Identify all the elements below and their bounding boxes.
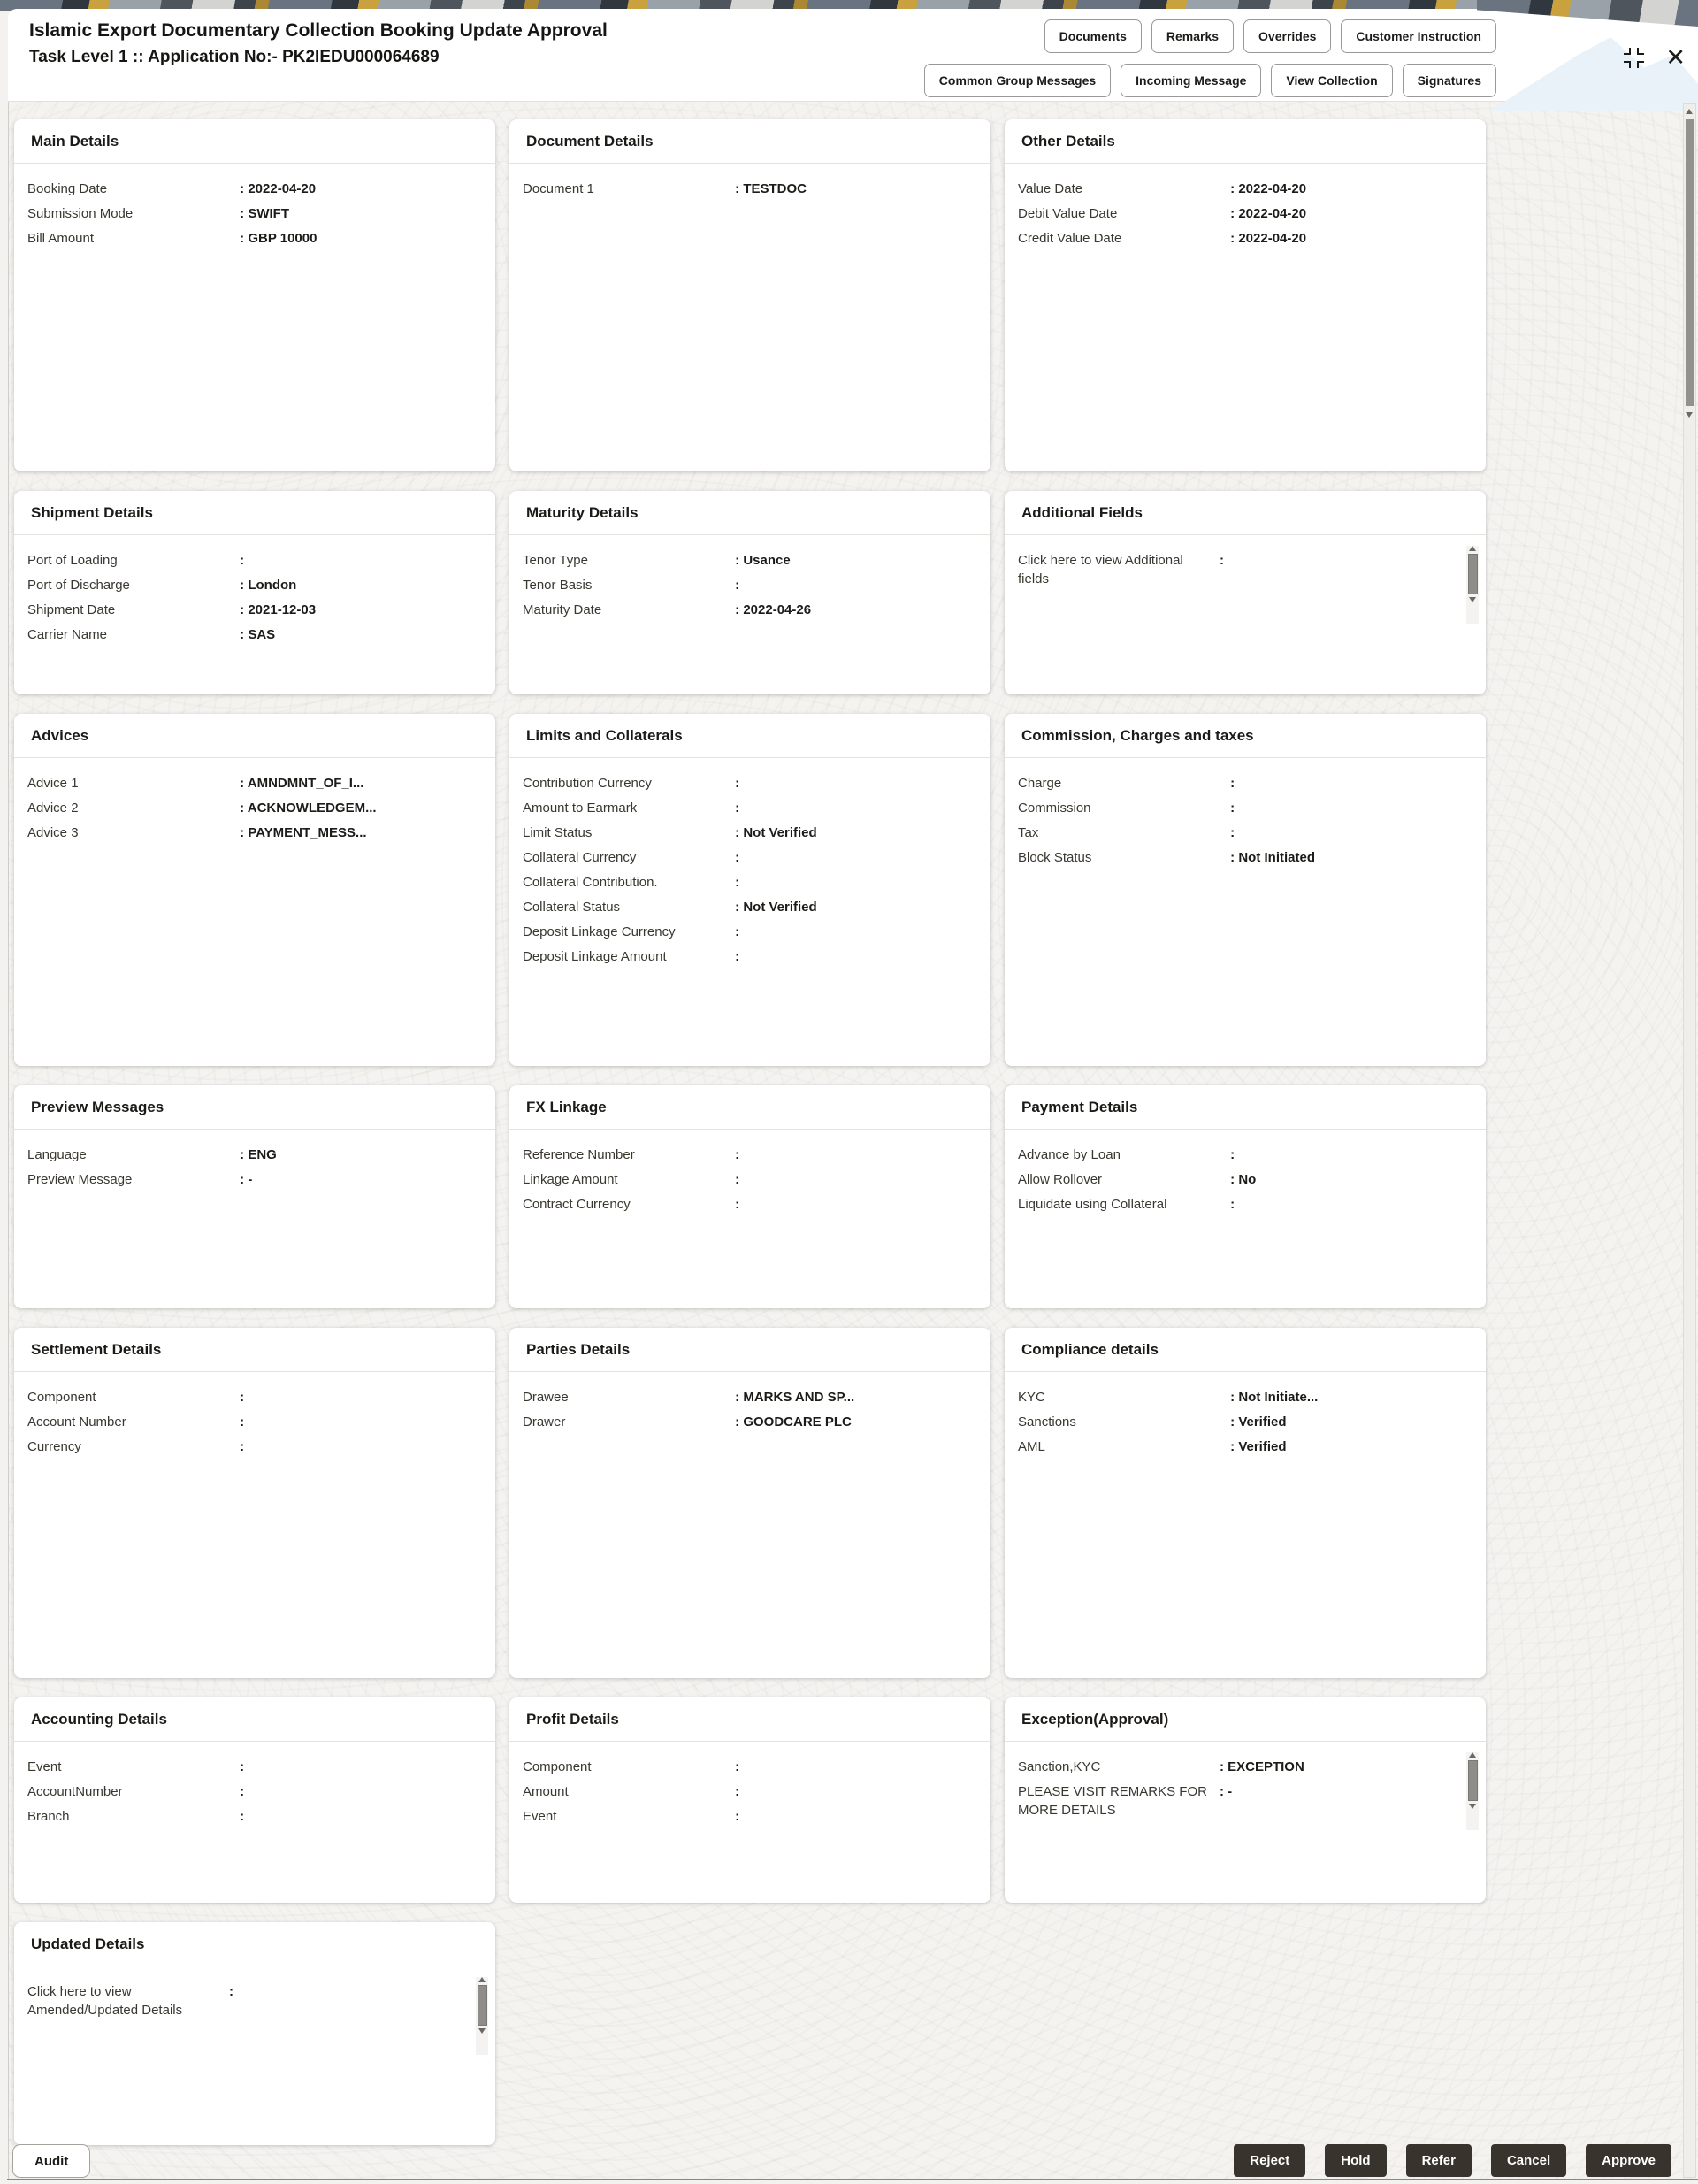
card-body	[509, 1742, 990, 1841]
field-row	[1018, 820, 1470, 845]
field-label: Allow Rollover	[1018, 1171, 1103, 1187]
task-header	[8, 9, 1698, 102]
field-row	[1018, 1409, 1470, 1434]
signatures-button[interactable]: Signatures	[1403, 64, 1496, 97]
field-row	[1018, 201, 1470, 226]
field-value	[240, 1758, 479, 1776]
field-value	[240, 551, 479, 570]
field-label: Currency	[27, 1438, 81, 1454]
field-value	[735, 947, 975, 966]
field-row	[523, 572, 975, 597]
field-value	[1220, 551, 1447, 570]
field-row	[27, 1754, 479, 1779]
card-title: Main Details	[14, 119, 495, 164]
field-value	[240, 1413, 479, 1431]
field-row	[1018, 548, 1447, 591]
field-row	[27, 1434, 479, 1459]
field-row	[1018, 795, 1470, 820]
field-value	[240, 1388, 479, 1406]
field-row	[1018, 1167, 1470, 1192]
scroll-down-icon[interactable]	[1469, 597, 1476, 602]
field-row	[27, 548, 479, 572]
field-value	[240, 1782, 479, 1801]
cancel-button[interactable]: Cancel	[1491, 2144, 1566, 2177]
card-scrollbar[interactable]	[1466, 1752, 1479, 1830]
card-body	[14, 758, 495, 857]
card-body	[14, 1130, 495, 1204]
field-label: Preview Message	[27, 1171, 133, 1187]
field-label: Advice 3	[27, 824, 79, 840]
field-label: Credit Value Date	[1018, 230, 1122, 246]
card-title: Document Details	[509, 119, 990, 164]
field-label: Advice 2	[27, 800, 79, 816]
field-value: : EXCEPTION	[1220, 1758, 1447, 1776]
card-title: Additional Fields	[1005, 491, 1486, 535]
field-value: : Verified	[1230, 1413, 1470, 1431]
field-row	[1018, 1434, 1470, 1459]
card-body	[509, 1130, 990, 1229]
field-value: : -	[240, 1170, 479, 1189]
card-body	[509, 1372, 990, 1446]
field-label: Limit Status	[523, 824, 593, 840]
cards-grid	[14, 119, 1486, 2145]
card-scrollbar[interactable]	[1466, 546, 1479, 624]
field-label: Tax	[1018, 824, 1039, 840]
field-row	[27, 597, 479, 622]
card-title: Commission, Charges and taxes	[1005, 714, 1486, 758]
remarks-button[interactable]: Remarks	[1151, 19, 1234, 53]
field-value: : -	[1220, 1782, 1447, 1801]
field-label: Submission Mode	[27, 205, 134, 221]
field-value: : MARKS AND SP...	[735, 1388, 975, 1406]
field-value	[240, 1437, 479, 1456]
scroll-down-icon[interactable]	[478, 2028, 486, 2034]
card-body	[1005, 758, 1486, 882]
card-body	[1005, 535, 1486, 603]
card-title: Compliance details	[1005, 1328, 1486, 1372]
audit-button[interactable]: Audit	[12, 2144, 90, 2178]
field-label: PLEASE VISIT REMARKS FOR MORE DETAILS	[1018, 1783, 1207, 1818]
scroll-down-icon[interactable]	[1469, 1804, 1476, 1809]
field-value: : 2022-04-26	[735, 601, 975, 619]
field-row	[523, 176, 975, 201]
field-label: AccountNumber	[27, 1783, 123, 1799]
card-limits-and-collaterals	[509, 714, 990, 1066]
field-row	[523, 944, 975, 969]
field-label: Tenor Type	[523, 552, 588, 568]
field-label: Account Number	[27, 1414, 126, 1429]
field-row	[1018, 1192, 1470, 1216]
card-body	[1005, 1742, 1486, 1835]
card-title: Profit Details	[509, 1697, 990, 1742]
card-title: Preview Messages	[14, 1085, 495, 1130]
field-label: Event	[523, 1808, 557, 1824]
field-label: Language	[27, 1146, 87, 1162]
field-value	[1230, 774, 1470, 793]
field-label: Drawee	[523, 1389, 569, 1405]
scroll-up-icon[interactable]	[1686, 109, 1693, 114]
card-payment-details	[1005, 1085, 1486, 1308]
field-label: Reference Number	[523, 1146, 635, 1162]
field-label: Amount to Earmark	[523, 800, 638, 816]
refer-button[interactable]: Refer	[1406, 2144, 1472, 2177]
field-value	[735, 1782, 975, 1801]
approve-button[interactable]: Approve	[1586, 2144, 1671, 2177]
scroll-thumb[interactable]	[1686, 119, 1694, 406]
card-title: FX Linkage	[509, 1085, 990, 1130]
field-value: : Verified	[1230, 1437, 1470, 1456]
field-value: : London	[240, 576, 479, 594]
footer-actions	[1234, 2144, 1671, 2177]
card-shipment-details	[14, 491, 495, 694]
field-row	[1018, 176, 1470, 201]
incoming-message-button[interactable]: Incoming Message	[1121, 64, 1261, 97]
field-label: Collateral Status	[523, 899, 621, 915]
field-label: Maturity Date	[523, 602, 602, 617]
field-value	[735, 774, 975, 793]
field-value: : 2021-12-03	[240, 601, 479, 619]
field-label: Contribution Currency	[523, 775, 652, 791]
field-value: : PAYMENT_MESS...	[240, 824, 479, 842]
customer-instruction-button[interactable]: Customer Instruction	[1341, 19, 1496, 53]
field-value	[240, 1807, 479, 1826]
field-label: Advance by Loan	[1018, 1146, 1121, 1162]
field-value: : SAS	[240, 625, 479, 644]
card-title: Settlement Details	[14, 1328, 495, 1372]
card-document-details	[509, 119, 990, 471]
field-row	[27, 1779, 479, 1804]
card-body	[1005, 164, 1486, 263]
field-row	[27, 622, 479, 647]
collapse-icon[interactable]	[1624, 48, 1644, 68]
card-body	[509, 758, 990, 981]
card-settlement-details	[14, 1328, 495, 1678]
scroll-down-icon[interactable]	[1686, 412, 1693, 418]
field-value	[1230, 1146, 1470, 1164]
field-label: Value Date	[1018, 180, 1083, 196]
card-title: Shipment Details	[14, 491, 495, 535]
field-row	[523, 820, 975, 845]
card-title: Limits and Collaterals	[509, 714, 990, 758]
field-label: Linkage Amount	[523, 1171, 618, 1187]
field-row	[1018, 1779, 1447, 1822]
field-value	[735, 923, 975, 941]
field-row	[27, 820, 479, 845]
field-value: : AMNDMNT_OF_I...	[240, 774, 479, 793]
field-value	[735, 1195, 975, 1214]
card-compliance-details	[1005, 1328, 1486, 1678]
field-row	[523, 597, 975, 622]
card-body	[1005, 1130, 1486, 1229]
card-body	[14, 1966, 495, 2035]
field-row	[1018, 845, 1470, 870]
field-row	[523, 1779, 975, 1804]
field-label: Component	[523, 1759, 592, 1774]
scroll-thumb[interactable]	[1468, 554, 1478, 594]
field-row	[523, 1409, 975, 1434]
field-label: Document 1	[523, 180, 594, 196]
scroll-thumb[interactable]	[1468, 1760, 1478, 1801]
task-subtitle: Task Level 1 :: Application No:- PK2IEDU000064689	[29, 48, 440, 66]
field-value	[735, 848, 975, 867]
field-label: Liquidate using Collateral	[1018, 1196, 1167, 1212]
field-value: : GOODCARE PLC	[735, 1413, 975, 1431]
field-row	[1018, 1754, 1447, 1779]
field-row	[27, 1142, 479, 1167]
common-group-messages-button[interactable]: Common Group Messages	[924, 64, 1111, 97]
field-row	[523, 770, 975, 795]
card-scrollbar[interactable]	[476, 1977, 488, 2055]
field-row	[1018, 770, 1470, 795]
field-row	[523, 1804, 975, 1828]
field-label: Block Status	[1018, 849, 1092, 865]
field-row	[523, 1754, 975, 1779]
field-value: : Usance	[735, 551, 975, 570]
field-value: : SWIFT	[240, 204, 479, 223]
field-value	[735, 799, 975, 817]
field-value: : No	[1230, 1170, 1470, 1189]
field-value: : 2022-04-20	[1230, 204, 1470, 223]
scroll-thumb[interactable]	[478, 1985, 487, 2026]
field-row	[523, 795, 975, 820]
field-label: Amount	[523, 1783, 569, 1799]
card-body	[1005, 1372, 1486, 1471]
field-label: Debit Value Date	[1018, 205, 1118, 221]
field-value: : Not Verified	[735, 898, 975, 916]
field-value	[1230, 824, 1470, 842]
field-label: Sanction,KYC	[1018, 1759, 1101, 1774]
card-title: Payment Details	[1005, 1085, 1486, 1130]
field-value: : Not Verified	[735, 824, 975, 842]
field-label: Port of Loading	[27, 552, 118, 568]
field-value	[735, 873, 975, 892]
panel-bottom-border	[7, 2179, 1698, 2180]
field-label: Carrier Name	[27, 626, 108, 642]
card-accounting-details	[14, 1697, 495, 1903]
field-row	[523, 870, 975, 894]
field-row	[523, 894, 975, 919]
field-row	[523, 1142, 975, 1167]
field-label: Port of Discharge	[27, 577, 130, 593]
field-label: Deposit Linkage Amount	[523, 948, 667, 964]
card-title: Accounting Details	[14, 1697, 495, 1742]
field-row	[27, 176, 479, 201]
reject-button[interactable]: Reject	[1234, 2144, 1305, 2177]
window-controls	[1624, 44, 1686, 71]
field-value: : ACKNOWLEDGEM...	[240, 799, 479, 817]
field-value: : Not Initiate...	[1230, 1388, 1470, 1406]
field-value: : GBP 10000	[240, 229, 479, 248]
card-body	[509, 535, 990, 634]
card-exception-approval	[1005, 1697, 1486, 1903]
field-value	[735, 1170, 975, 1189]
field-label[interactable]: Click here to view Additional fields	[1018, 552, 1183, 586]
card-commission-charges-and-taxes	[1005, 714, 1486, 1066]
field-value	[735, 576, 975, 594]
field-label: Branch	[27, 1808, 70, 1824]
field-label: KYC	[1018, 1389, 1045, 1405]
field-label: Commission	[1018, 800, 1091, 816]
card-parties-details	[509, 1328, 990, 1678]
field-row	[27, 1409, 479, 1434]
card-updated-details	[14, 1922, 495, 2145]
page-title: Islamic Export Documentary Collection Booking Update Approval	[29, 20, 608, 41]
field-row	[27, 1384, 479, 1409]
page-scrollbar[interactable]	[1683, 103, 1696, 2178]
field-row	[27, 1167, 479, 1192]
card-body	[14, 164, 495, 263]
view-collection-button[interactable]: View Collection	[1271, 64, 1392, 97]
field-value: : 2022-04-20	[1230, 180, 1470, 198]
field-row	[523, 548, 975, 572]
toolbar-row-2	[924, 64, 1496, 97]
field-label: Sanctions	[1018, 1414, 1076, 1429]
field-value	[229, 1982, 456, 2001]
field-value: : Not Initiated	[1230, 848, 1470, 867]
field-row	[1018, 226, 1470, 250]
card-title: Exception(Approval)	[1005, 1697, 1486, 1742]
card-preview-messages	[14, 1085, 495, 1308]
field-row	[27, 795, 479, 820]
field-label: Collateral Currency	[523, 849, 637, 865]
field-row	[523, 845, 975, 870]
title-block	[29, 19, 608, 69]
card-advices	[14, 714, 495, 1066]
card-additional-fields	[1005, 491, 1486, 694]
documents-button[interactable]: Documents	[1044, 19, 1142, 53]
scroll-up-icon[interactable]	[1469, 546, 1476, 551]
field-row	[27, 226, 479, 250]
field-label: Event	[27, 1759, 62, 1774]
field-row	[523, 919, 975, 944]
card-title: Maturity Details	[509, 491, 990, 535]
close-icon[interactable]: ✕	[1665, 44, 1686, 71]
toolbar-row-1	[1044, 19, 1496, 53]
header-toolbar	[924, 19, 1496, 97]
field-row	[27, 1979, 456, 2022]
field-row	[27, 1804, 479, 1828]
field-label: Collateral Contribution.	[523, 874, 658, 890]
field-value	[735, 1807, 975, 1826]
overrides-button[interactable]: Overrides	[1243, 19, 1331, 53]
field-value	[1230, 1195, 1470, 1214]
field-row	[1018, 1142, 1470, 1167]
field-label: Bill Amount	[27, 230, 95, 246]
field-label: Booking Date	[27, 180, 108, 196]
field-label: Deposit Linkage Currency	[523, 923, 676, 939]
scroll-up-icon[interactable]	[1469, 1752, 1476, 1758]
field-label: Charge	[1018, 775, 1062, 791]
field-row	[27, 572, 479, 597]
card-title: Other Details	[1005, 119, 1486, 164]
field-row	[523, 1384, 975, 1409]
field-label: Component	[27, 1389, 96, 1405]
field-label: Drawer	[523, 1414, 566, 1429]
card-body	[509, 164, 990, 213]
field-row	[523, 1167, 975, 1192]
card-title: Advices	[14, 714, 495, 758]
card-title: Parties Details	[509, 1328, 990, 1372]
card-main-details	[14, 119, 495, 471]
card-other-details	[1005, 119, 1486, 471]
field-value: : ENG	[240, 1146, 479, 1164]
field-value	[735, 1758, 975, 1776]
field-row	[27, 201, 479, 226]
field-value: : TESTDOC	[735, 180, 975, 198]
field-value	[735, 1146, 975, 1164]
field-row	[27, 770, 479, 795]
field-value: : 2022-04-20	[240, 180, 479, 198]
card-body	[14, 1372, 495, 1471]
scroll-up-icon[interactable]	[478, 1977, 486, 1982]
card-maturity-details	[509, 491, 990, 694]
card-title: Updated Details	[14, 1922, 495, 1966]
field-value	[1230, 799, 1470, 817]
field-label: Advice 1	[27, 775, 79, 791]
field-label: AML	[1018, 1438, 1045, 1454]
card-body	[14, 535, 495, 659]
card-fx-linkage	[509, 1085, 990, 1308]
field-label: Contract Currency	[523, 1196, 631, 1212]
field-label[interactable]: Click here to view Amended/Updated Details	[27, 1983, 183, 2018]
card-profit-details	[509, 1697, 990, 1903]
card-body	[14, 1742, 495, 1841]
field-value: : 2022-04-20	[1230, 229, 1470, 248]
field-row	[523, 1192, 975, 1216]
hold-button[interactable]: Hold	[1325, 2144, 1386, 2177]
field-label: Shipment Date	[27, 602, 116, 617]
field-row	[1018, 1384, 1470, 1409]
field-label: Tenor Basis	[523, 577, 593, 593]
